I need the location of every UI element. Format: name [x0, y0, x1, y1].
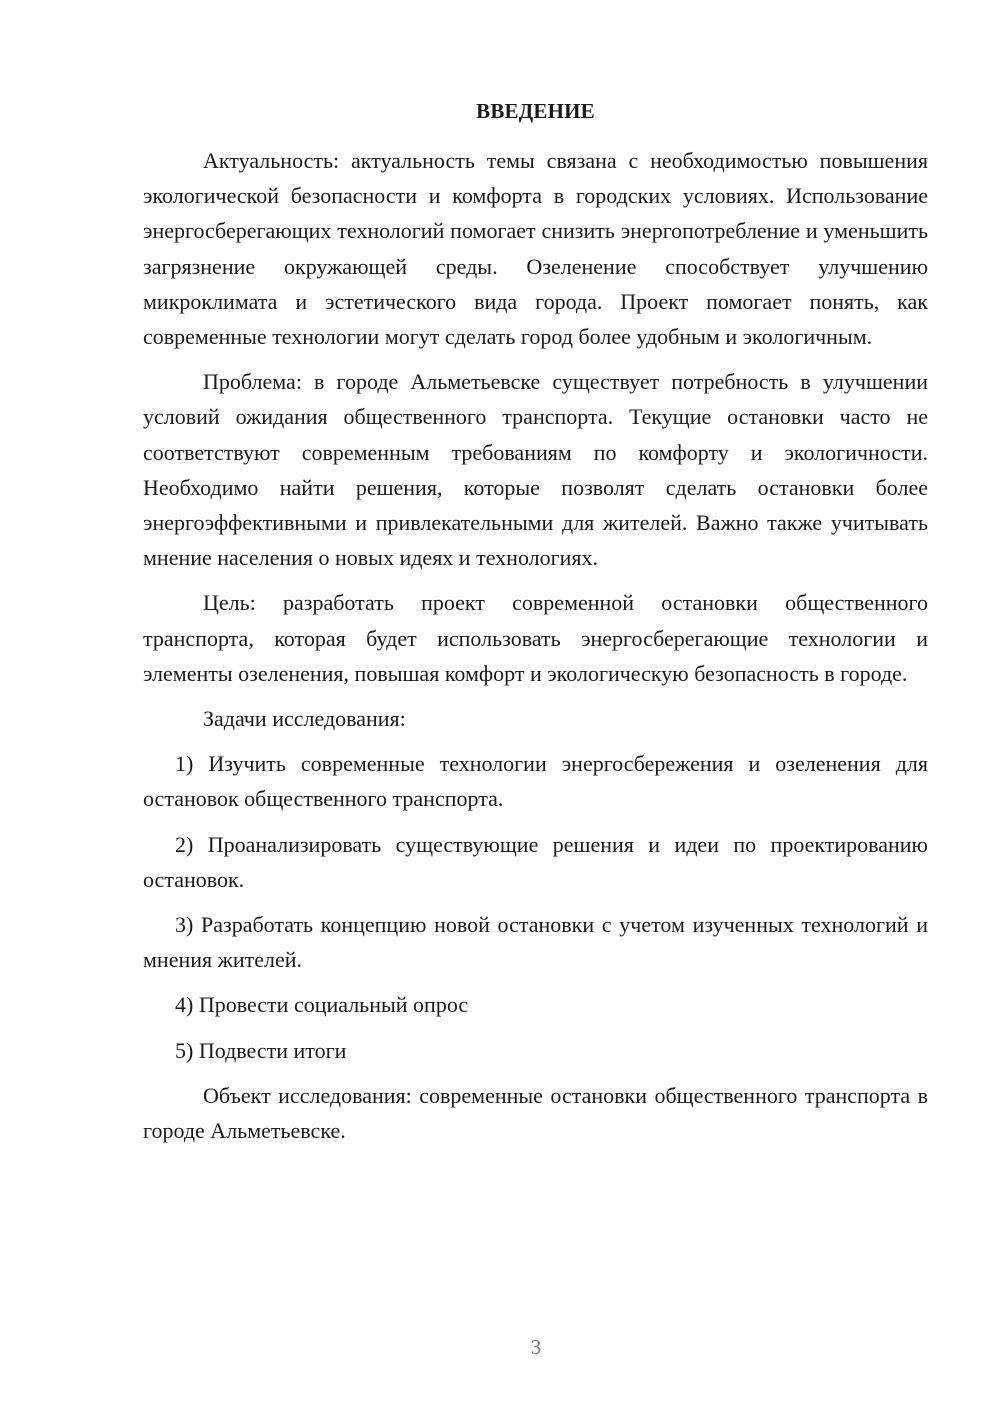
task-item-5: 5) Подвести итоги [175, 1037, 347, 1063]
page-title: ВВЕДЕНИЕ [476, 99, 595, 123]
task-item-1: 1) Изучить современные технологии энергосбережения и озеленения для остановок общественного транспорта. [143, 751, 928, 812]
page-number: 3 [530, 1335, 542, 1359]
paragraph-goal: Цель: разработать проект современной остановки общественного транспорта, которая будет использовать энергосберегающие технологии и элементы озеленения, повышая комфорт и экологическую безопасность в городе. [143, 590, 928, 686]
paragraph-relevance: Актуальность: актуальность темы связана с необходимостью повышения экологической безопасности и комфорта в городских условиях. Использование энергосберегающих технологий помогает снизить энергопотребление и уменьшить загрязнение окружающей среды. Озеленение способствует улучшению микроклимата и эстетического вида города. Проект помогает понять, как современные технологии могут сделать город более удобным и экологичным. [143, 148, 928, 350]
paragraph-problem: Проблема: в городе Альметьевске существует потребность в улучшении условий ожидания общественного транспорта. Текущие остановки часто не соответствуют современным требованиям по комфорту и экологичности. Необходимо найти решения, которые позволят сделать остановки более энергоэффективными и привлекательными для жителей. Важно также учитывать мнение населения о новых идеях и технологиях. [143, 369, 928, 571]
task-item-4: 4) Провести социальный опрос [175, 992, 469, 1018]
paragraph-object: Объект исследования: современные остановки общественного транспорта в городе Альметьевске. [143, 1082, 928, 1144]
task-item-2: 2) Проанализировать существующие решения и идеи по проектированию остановок. [143, 831, 928, 892]
page-content [143, 96, 928, 1148]
tasks-heading: Задачи исследования: [203, 706, 406, 732]
task-item-3: 3) Разработать концепцию новой остановки с учетом изученных технологий и мнения жителей. [143, 912, 928, 973]
